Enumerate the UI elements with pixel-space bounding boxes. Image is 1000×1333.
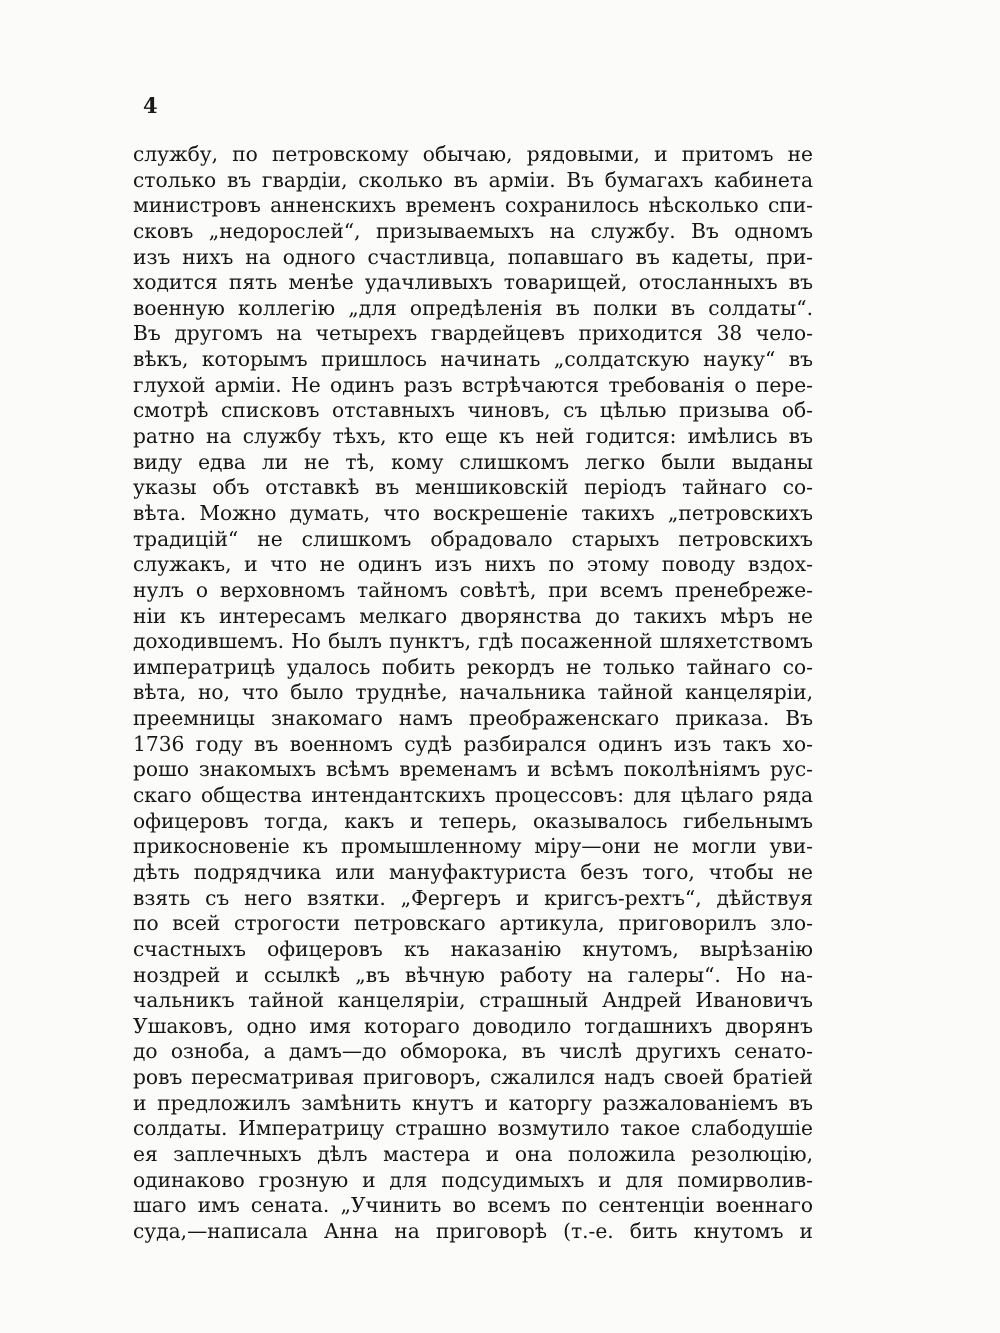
text-line: ровъ пересматривая приговоръ, сжалился надъ своей братіей [133, 1065, 813, 1090]
text-line: по всей строгости петровскаго артикула, приговорилъ зло- [133, 911, 813, 936]
text-line: шаго имъ сената. „Учинить во всемъ по сентенціи военнаго [133, 1193, 813, 1218]
text-line: министровъ анненскихъ временъ сохранилось нѣсколько спи- [133, 193, 813, 218]
text-line: ноздрей и ссылкѣ „въ вѣчную работу на галеры“. Но на- [133, 962, 813, 987]
text-line: доходившемъ. Но былъ пунктъ, гдѣ посаженной шляхетствомъ [133, 629, 813, 654]
text-line: указы объ отставкѣ въ меншиковскій періодъ тайнаго со- [133, 475, 813, 500]
text-line: ніи къ интересамъ мелкаго дворянства до такихъ мѣръ не [133, 603, 813, 628]
text-line: солдаты. Императрицу страшно возмутило такое слабодушіе [133, 1116, 813, 1141]
text-line: прикосновеніе къ промышленному міру—они не могли уви- [133, 834, 813, 859]
page-number: 4 [143, 93, 158, 118]
text-line: и предложилъ замѣнить кнутъ и каторгу разжалованіемъ въ [133, 1090, 813, 1115]
text-line: вѣкъ, которымъ пришлось начинать „солдатскую науку“ въ [133, 347, 813, 372]
text-line: преемницы знакомаго намъ преображенскаго приказа. Въ [133, 706, 813, 731]
text-line: одинаково грозную и для подсудимыхъ и для помирволив- [133, 1167, 813, 1192]
text-line: счастныхъ офицеровъ къ наказанію кнутомъ, вырѣзанію [133, 936, 813, 961]
text-line: до озноба, а дамъ—до обморока, въ числѣ другихъ сенато- [133, 1039, 813, 1064]
text-line: вѣта, но, что было труднѣе, начальника тайной канцеляріи, [133, 680, 813, 705]
text-line: императрицѣ удалось побить рекордъ не только тайнаго со- [133, 654, 813, 679]
text-line: службу, по петровскому обычаю, рядовыми, и притомъ не [133, 142, 813, 166]
text-line: служакъ, и что не одинъ изъ нихъ по этому поводу вздох- [133, 552, 813, 577]
text-line: суда,—написала Анна на приговорѣ (т.-е. бить кнутомъ и [133, 1218, 813, 1243]
text-line: дѣть подрядчика или мануфактуриста безъ того, чтобы не [133, 859, 813, 884]
text-line: виду едва ли не тѣ, кому слишкомъ легко были выданы [133, 449, 813, 474]
text-line: рошо знакомыхъ всѣмъ временамъ и всѣмъ поколѣніямъ рус- [133, 757, 813, 782]
text-line: Ушаковъ, одно имя котораго доводило тогдашнихъ дворянъ [133, 1013, 813, 1038]
text-line: сковъ „недорослей“, призываемыхъ на службу. Въ одномъ [133, 218, 813, 243]
text-line: чальникъ тайной канцеляріи, страшный Андрей Ивановичъ [133, 988, 813, 1013]
text-line: взять съ него взятки. „Фергеръ и кригсъ-рехтъ“, дѣйствуя [133, 885, 813, 910]
text-line: смотрѣ списковъ отставныхъ чиновъ, съ цѣлью призыва об- [133, 398, 813, 423]
body-text [133, 142, 813, 1245]
text-line: вѣта. Можно думать, что воскрешеніе такихъ „петровскихъ [133, 500, 813, 525]
text-line: военную коллегію „для опредѣленія въ полки въ солдаты“. [133, 295, 813, 320]
text-line: традицій“ не слишкомъ обрадовало старыхъ петровскихъ [133, 526, 813, 551]
text-line: скаго общества интендантскихъ процессовъ: для цѣлаго ряда [133, 783, 813, 808]
text-line: изъ нихъ на одного счастливца, попавшаго въ кадеты, при- [133, 244, 813, 269]
text-line: ея заплечныхъ дѣлъ мастера и она положила резолюцію, [133, 1141, 813, 1166]
text-line: офицеровъ тогда, какъ и теперь, оказывалось гибельнымъ [133, 808, 813, 833]
text-line: 1736 году въ военномъ судѣ разбирался одинъ изъ такъ хо- [133, 731, 813, 756]
text-line: столько въ гвардіи, сколько въ арміи. Въ бумагахъ кабинета [133, 167, 813, 192]
text-line: нулъ о верховномъ тайномъ совѣтѣ, при всемъ пренебреже- [133, 577, 813, 602]
text-line: ратно на службу тѣхъ, кто еще къ ней годится: имѣлись въ [133, 424, 813, 449]
text-line: ходится пять менѣе удачливыхъ товарищей, отосланныхъ въ [133, 270, 813, 295]
text-line: Въ другомъ на четырехъ гвардейцевъ приходится 38 чело- [133, 321, 813, 346]
text-line: глухой арміи. Не одинъ разъ встрѣчаются требованія о пере- [133, 372, 813, 397]
